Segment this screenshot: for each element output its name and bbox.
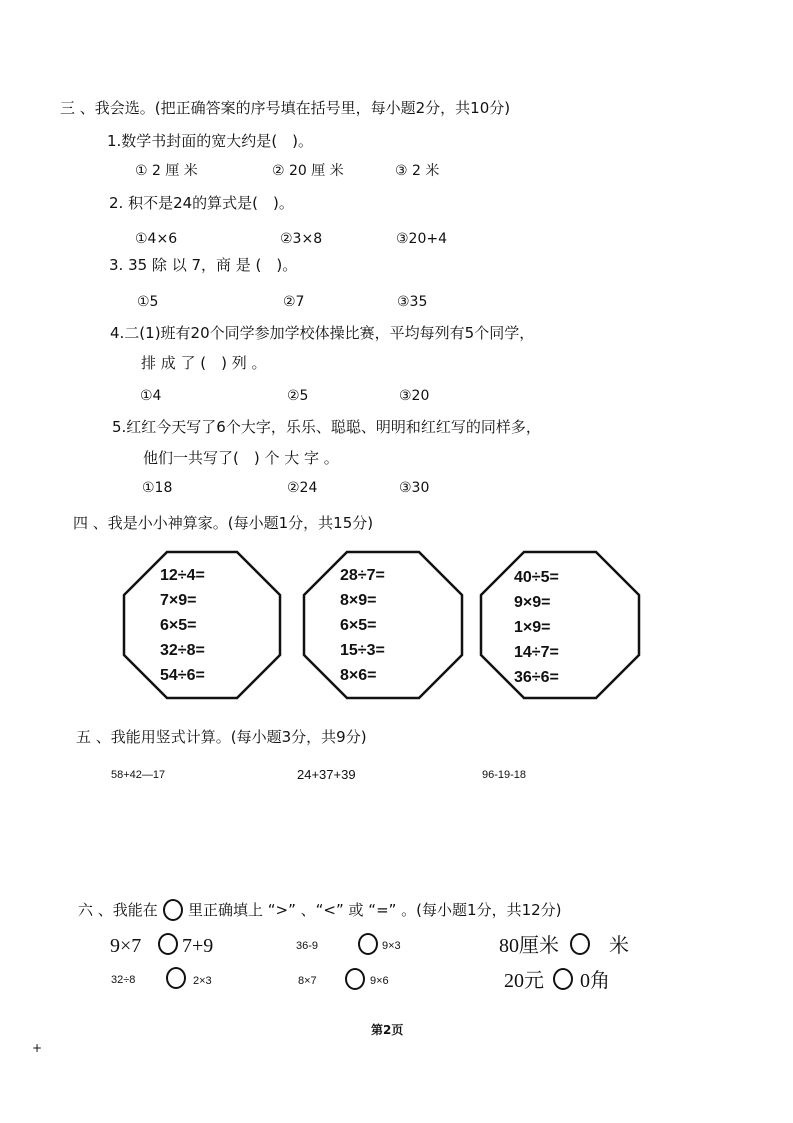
q4-opt-2: ②5 <box>287 388 309 404</box>
compare-4-left: 32÷8 <box>111 974 136 986</box>
page-number: 第2页 <box>371 1023 404 1037</box>
calc-item: 7×9= <box>160 592 197 609</box>
calc-item: 40÷5= <box>514 569 559 586</box>
q4-opt-1: ①4 <box>140 388 162 404</box>
q5-stem-cont: 他们一共写了( ) 个 大 字 。 <box>143 449 339 467</box>
section-4-title: 四 、我是小小神算家。(每小题1分，共15分) <box>73 514 374 532</box>
q3-stem: 3. 35 除 以 7，商 是 ( )。 <box>109 256 298 274</box>
q1-opt-2: ② 20 厘 米 <box>272 163 344 179</box>
q1-opt-1: ① 2 厘 米 <box>135 163 198 179</box>
octagon-box-1-content <box>160 563 205 688</box>
calc-item: 36÷6= <box>514 669 559 686</box>
compare-1-left: 9×7 <box>110 935 142 957</box>
q5-opt-2: ②24 <box>287 480 318 496</box>
calc-item: 12÷4= <box>160 567 205 584</box>
compare-2-circle[interactable] <box>358 933 378 955</box>
calc-item: 1×9= <box>514 619 551 636</box>
compare-6-left: 20元 <box>504 970 544 992</box>
compare-1-circle[interactable] <box>158 933 178 955</box>
q1-stem: 1.数学书封面的宽大约是( )。 <box>107 132 314 150</box>
calc-item: 9×9= <box>514 594 551 611</box>
q4-stem-cont: 排 成 了 ( ) 列 。 <box>141 354 267 372</box>
calc-item: 32÷8= <box>160 642 205 659</box>
q3-opt-1: ①5 <box>137 294 159 310</box>
q3-opt-2: ②7 <box>283 294 305 310</box>
q2-stem: 2. 积不是24的算式是( )。 <box>109 194 294 212</box>
section-3-title: 三 、我会选。(把正确答案的序号填在括号里，每小题2分，共10分) <box>60 99 511 117</box>
compare-6-circle[interactable] <box>553 968 573 990</box>
calc-item: 15÷3= <box>340 642 385 659</box>
compare-6-right: 0角 <box>580 970 610 992</box>
q3-opt-3: ③35 <box>397 294 428 310</box>
calc-item: 28÷7= <box>340 567 385 584</box>
q1-opt-3: ③ 2 米 <box>395 163 440 179</box>
vertical-calc-3: 96-19-18 <box>482 769 527 781</box>
compare-1-right: 7+9 <box>182 935 214 957</box>
q5-opt-3: ③30 <box>399 480 430 496</box>
compare-4-right: 2×3 <box>193 975 212 987</box>
calc-item: 14÷7= <box>514 644 559 661</box>
compare-5-circle[interactable] <box>345 968 365 990</box>
vertical-calc-2: 24+37+39 <box>297 767 356 782</box>
compare-3-left: 80厘米 <box>499 935 559 957</box>
compare-2-left: 36-9 <box>296 940 319 952</box>
octagon-box-3 <box>479 550 641 700</box>
compare-3-circle[interactable] <box>570 933 590 955</box>
q2-opt-2: ②3×8 <box>280 231 323 247</box>
calc-item: 54÷6= <box>160 667 205 684</box>
compare-5-left: 8×7 <box>298 975 317 987</box>
q4-stem: 4.二(1)班有20个同学参加学校体操比赛，平均每列有5个同学， <box>110 324 535 342</box>
q4-opt-3: ③20 <box>399 388 430 404</box>
section-6-title-b: 里正确填上 “>” 、“<” 或 “=” 。(每小题1分，共12分) <box>188 901 562 919</box>
answer-circle <box>163 899 183 921</box>
compare-4-circle[interactable] <box>166 967 186 989</box>
q5-opt-1: ①18 <box>142 480 173 496</box>
compare-3-right: 米 <box>609 935 629 957</box>
calc-item: 8×6= <box>340 667 377 684</box>
vertical-calc-1: 58+42—17 <box>111 769 166 781</box>
calc-item: 8×9= <box>340 592 377 609</box>
compare-2-right: 9×3 <box>382 940 401 952</box>
octagon-box-2-content <box>340 563 385 688</box>
q5-stem: 5.红红今天写了6个大字，乐乐、聪聪、明明和红红写的同样多， <box>112 418 541 436</box>
section-5-title: 五 、我能用竖式计算。(每小题3分，共9分) <box>76 728 367 746</box>
q2-opt-1: ①4×6 <box>135 231 178 247</box>
octagon-box-3-content <box>514 565 559 690</box>
q2-opt-3: ③20+4 <box>396 231 448 247</box>
calc-item: 6×5= <box>340 617 377 634</box>
calc-item: 6×5= <box>160 617 197 634</box>
compare-5-right: 9×6 <box>370 975 389 987</box>
section-6-title-a: 六 、我能在 <box>78 901 158 919</box>
corner-mark: + <box>32 1041 43 1055</box>
